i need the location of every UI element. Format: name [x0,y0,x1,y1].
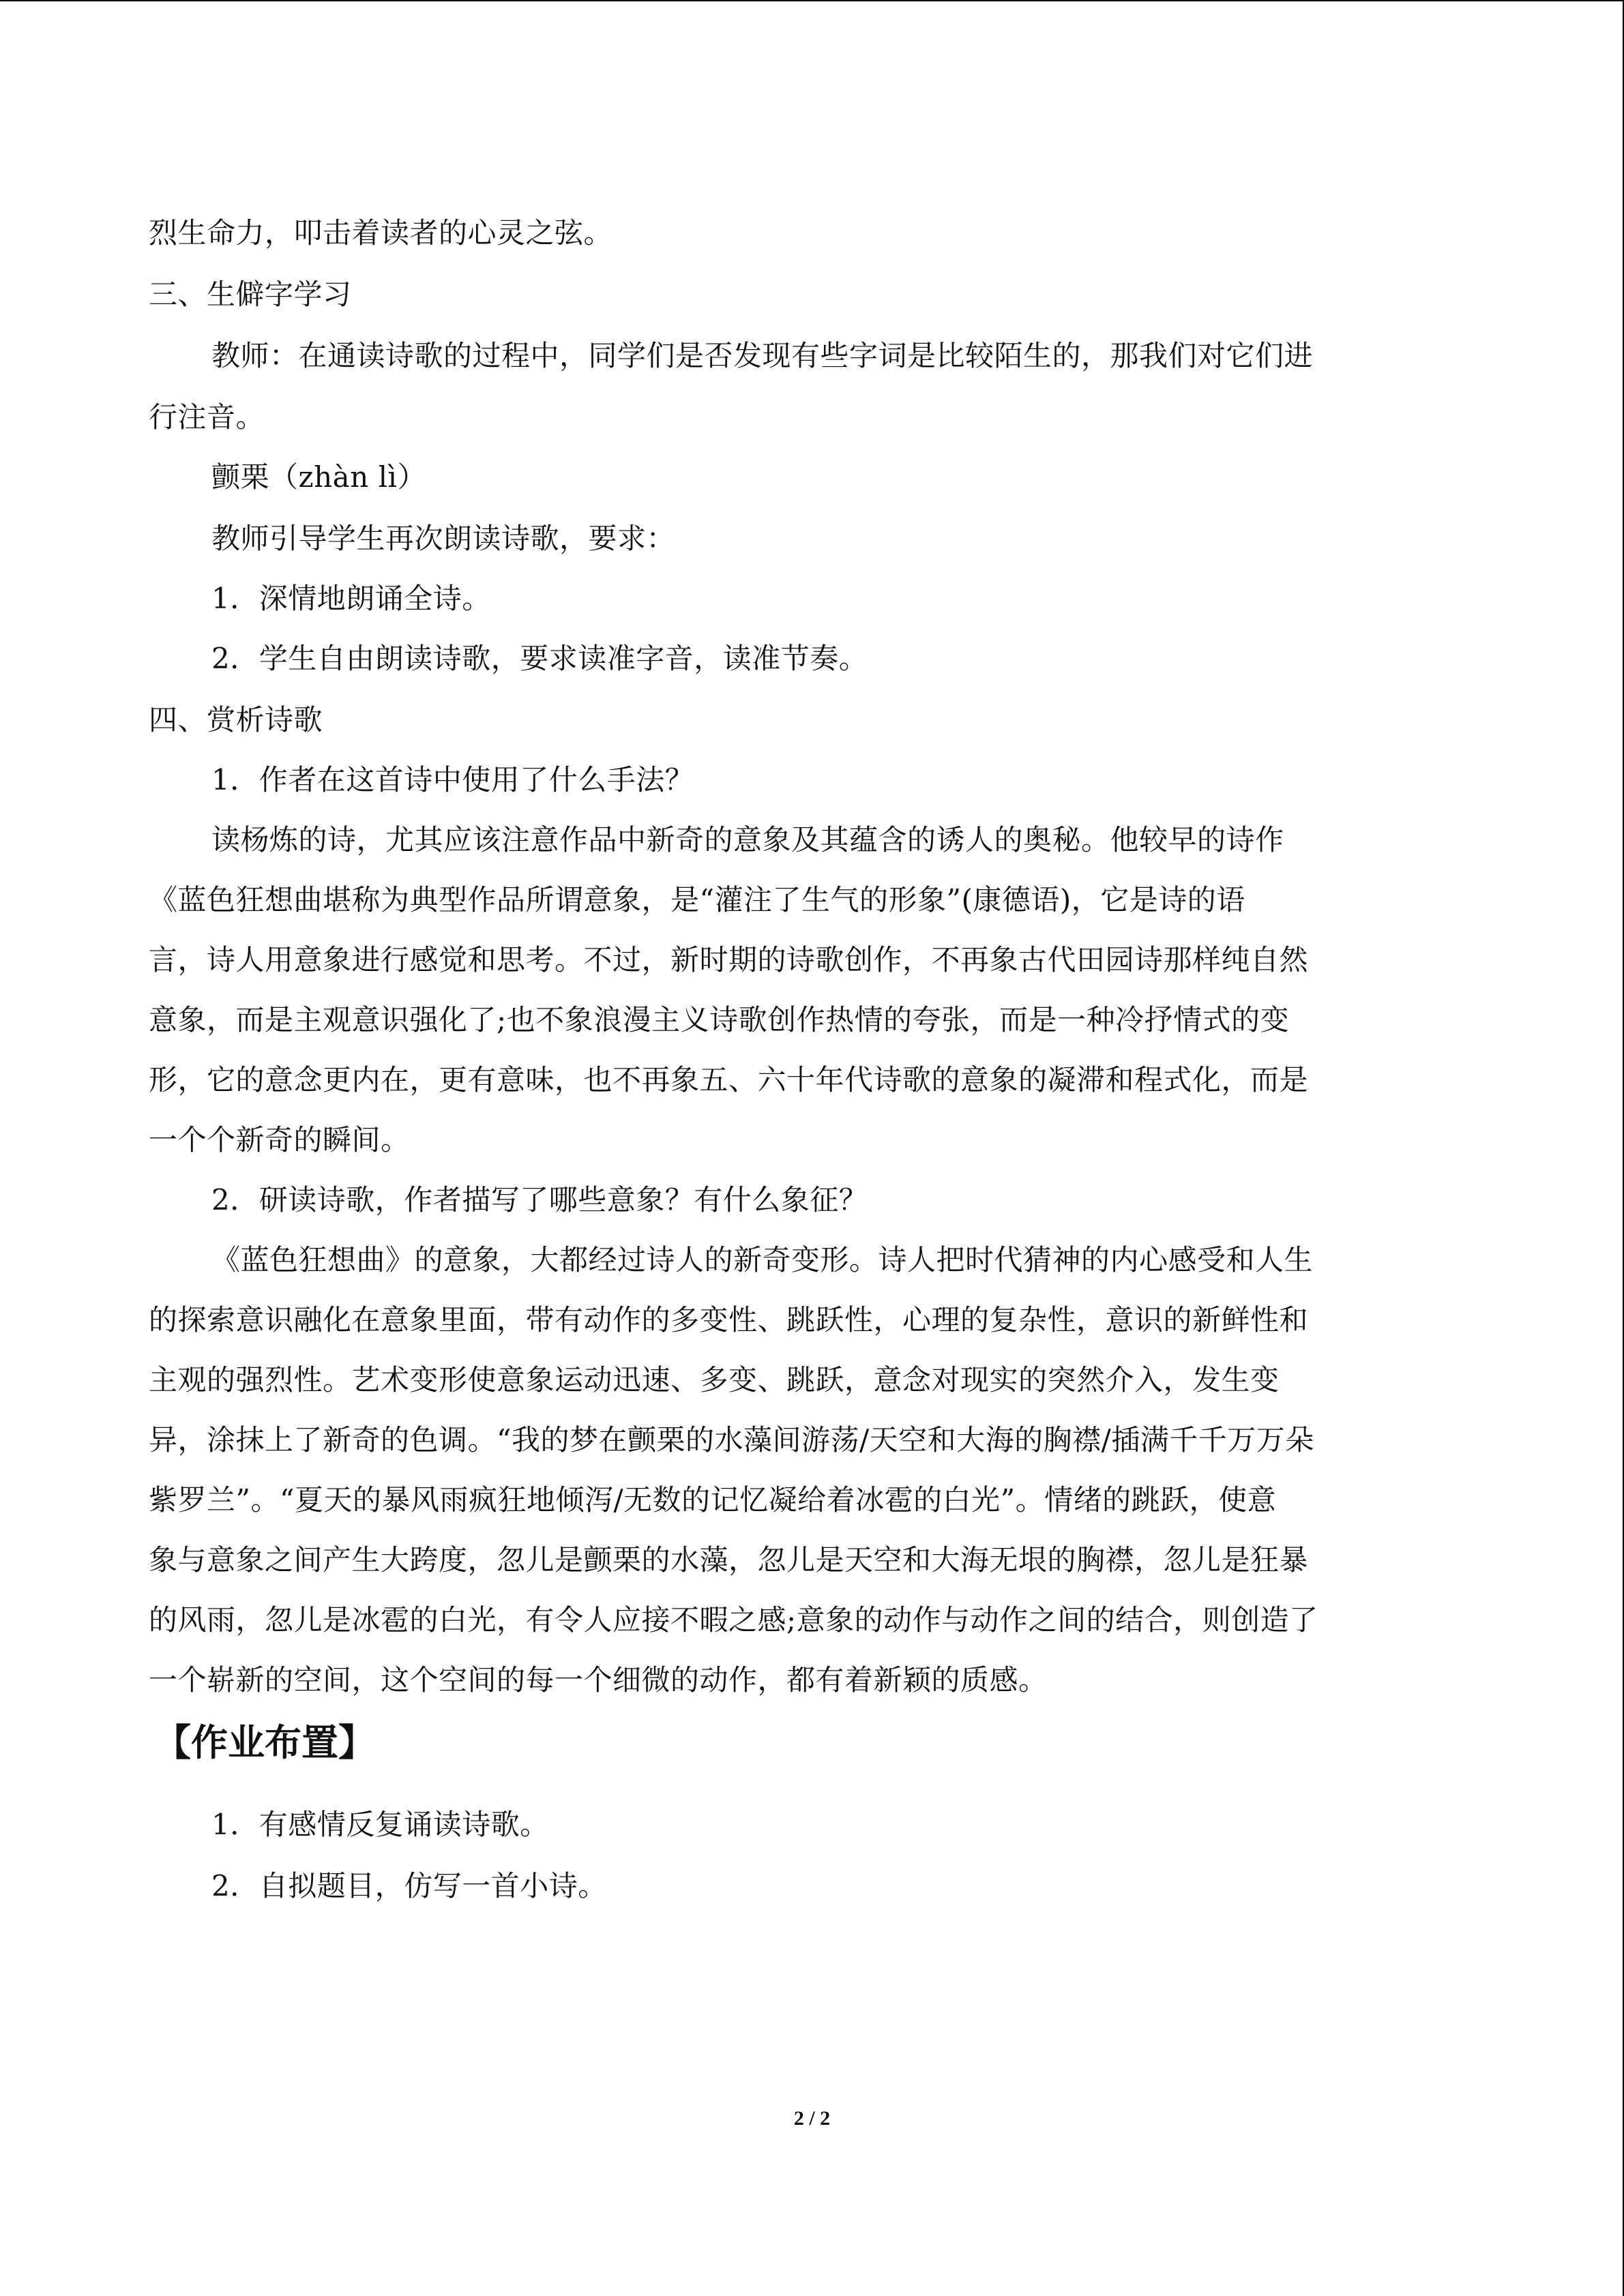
paragraph-line: 主观的强烈性。艺术变形使意象运动迅速、多变、跳跃，意念对现实的突然介入，发生变 [149,1363,1280,1397]
paragraph-line: 形，它的意念更内在，更有意味，也不再象五、六十年代诗歌的意象的凝滞和程式化，而是 [149,1063,1309,1097]
list-item: 2．研读诗歌，作者描写了哪些意象？有什么象征？ [211,1183,868,1217]
paragraph-line: 言，诗人用意象进行感觉和思考。不过，新时期的诗歌创作，不再象古代田园诗那样纯自然 [149,943,1309,976]
paragraph-line: 的探索意识融化在意象里面，带有动作的多变性、跳跃性，心理的复杂性，意识的新鲜性和 [149,1303,1309,1337]
paragraph-line: 行注音。 [149,400,265,434]
paragraph-line: 象与意象之间产生大跨度，忽儿是颤栗的水藻，忽儿是天空和大海无垠的胸襟，忽儿是狂暴 [149,1543,1309,1577]
paragraph-line: 的风雨，忽儿是冰雹的白光，有令人应接不暇之感;意象的动作与动作之间的结合，则创造了 [149,1603,1318,1637]
homework-item: 1．有感情反复诵读诗歌。 [211,1808,549,1841]
paragraph-line: 《蓝色狂想曲堪称为典型作品所谓意象，是“灌注了生气的形象”(康德语)，它是诗的语 [149,883,1245,916]
paragraph-line: 教师：在通读诗歌的过程中，同学们是否发现有些字词是比较陌生的，那我们对它们进 [211,339,1314,372]
paragraph-line: 《蓝色狂想曲》的意象，大都经过诗人的新奇变形。诗人把时代猜神的内心感受和人生 [211,1243,1314,1277]
section-heading: 三、生僻字学习 [149,278,352,311]
list-item: 2．学生自由朗读诗歌，要求读准字音，读准节奏。 [211,642,868,675]
paragraph-line: 异，涂抹上了新奇的色调。“我的梦在颤栗的水藻间游荡/天空和大海的胸襟/插满千千万万朵 [149,1423,1314,1457]
paragraph-line: 一个崭新的空间，这个空间的每一个细微的动作，都有着新颖的质感。 [149,1663,1048,1697]
paragraph-line: 颤栗（zhàn lì） [211,460,426,494]
paragraph-line: 教师引导学生再次朗读诗歌，要求： [211,522,676,555]
paragraph-line: 意象，而是主观意识强化了;也不象浪漫主义诗歌创作热情的夸张，而是一种冷抒情式的变 [149,1003,1290,1037]
homework-item: 2．自拟题目，仿写一首小诗。 [211,1869,607,1903]
list-item: 1．作者在这首诗中使用了什么手法？ [211,763,694,796]
section-heading: 四、赏析诗歌 [149,703,323,736]
paragraph-line: 一个个新奇的瞬间。 [149,1123,410,1157]
paragraph-line: 紫罗兰”。“夏天的暴风雨疯狂地倾泻/无数的记忆凝给着冰雹的白光”。情绪的跳跃，使意 [149,1483,1277,1517]
page-number: 2 / 2 [793,2107,831,2130]
paragraph-line: 读杨炼的诗，尤其应该注意作品中新奇的意象及其蕴含的诱人的奥秘。他较早的诗作 [211,823,1284,856]
paragraph-line: 烈生命力，叩击着读者的心灵之弦。 [149,216,613,250]
homework-heading: 【作业布置】 [154,1720,375,1764]
list-item: 1．深情地朗诵全诗。 [211,582,491,615]
